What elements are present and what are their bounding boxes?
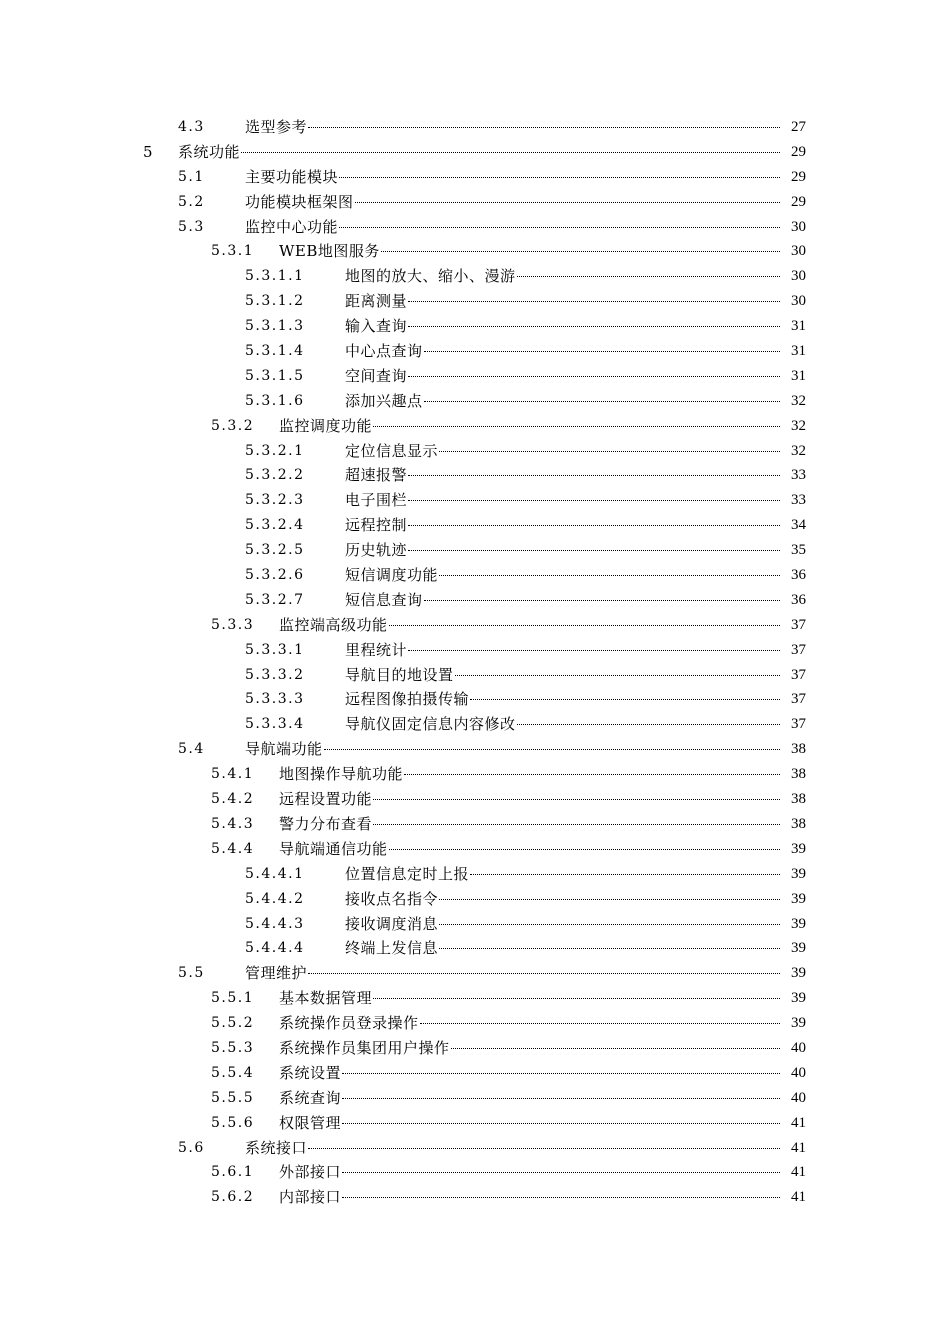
toc-entry-page-number: 41 xyxy=(791,1164,806,1181)
toc-entry-number: 5.4.4.3 xyxy=(245,915,305,932)
toc-entry-number: 5.3.1.5 xyxy=(245,367,305,384)
toc-entry[interactable] xyxy=(0,986,950,1011)
dot-leader xyxy=(451,1048,780,1049)
toc-entry-number: 5.3.2.5 xyxy=(245,542,305,559)
toc-entry-page-number: 41 xyxy=(791,1114,806,1131)
toc-entry-title: 主要功能模块 xyxy=(245,167,339,186)
toc-entry[interactable] xyxy=(0,439,950,464)
toc-entry-title: 导航端通信功能 xyxy=(279,839,388,858)
toc-entry[interactable] xyxy=(0,663,950,688)
toc-entry[interactable] xyxy=(0,588,950,613)
dot-leader xyxy=(470,699,780,700)
dot-leader xyxy=(408,550,780,551)
toc-entry-title-line xyxy=(279,1011,782,1036)
dot-leader xyxy=(389,849,780,850)
toc-entry-page-number: 38 xyxy=(791,766,806,783)
toc-entry-number: 5.3.1.3 xyxy=(245,318,305,335)
toc-entry[interactable] xyxy=(0,414,950,439)
toc-entry-page-number: 39 xyxy=(791,990,806,1007)
toc-entry-page-number: 38 xyxy=(791,791,806,808)
dot-leader xyxy=(517,276,780,277)
toc-entry[interactable] xyxy=(0,289,950,314)
toc-entry-title-line xyxy=(345,887,782,912)
toc-entry[interactable] xyxy=(0,488,950,513)
toc-entry-title: 短信息查询 xyxy=(345,590,423,609)
toc-entry-title: 定位信息显示 xyxy=(345,441,439,460)
toc-entry[interactable] xyxy=(0,1086,950,1111)
toc-entry-title-line xyxy=(279,1185,782,1210)
toc-entry-title-line xyxy=(279,1160,782,1185)
dot-leader xyxy=(381,251,780,252)
dot-leader xyxy=(424,600,780,601)
dot-leader xyxy=(373,799,780,800)
toc-entry-page-number: 37 xyxy=(791,716,806,733)
dot-leader xyxy=(408,376,780,377)
toc-entry-title-line xyxy=(279,414,782,439)
toc-entry-title-line xyxy=(345,314,782,339)
toc-entry-title: 接收点名指令 xyxy=(345,889,439,908)
toc-entry-title: 终端上发信息 xyxy=(345,939,439,958)
toc-entry-page-number: 41 xyxy=(791,1139,806,1156)
dot-leader xyxy=(408,475,780,476)
toc-entry-page-number: 40 xyxy=(791,1039,806,1056)
dot-leader xyxy=(389,625,780,626)
toc-entry-title: 监控端高级功能 xyxy=(279,615,388,634)
dot-leader xyxy=(439,451,780,452)
toc-entry-number: 5.3.3 xyxy=(211,616,255,633)
dot-leader xyxy=(339,177,780,178)
dot-leader xyxy=(342,1073,780,1074)
toc-entry[interactable] xyxy=(0,538,950,563)
toc-entry-title: 基本数据管理 xyxy=(279,989,373,1008)
toc-entry-page-number: 36 xyxy=(791,567,806,584)
toc-entry-title: 监控调度功能 xyxy=(279,416,373,435)
toc-entry-title: 系统操作员集团用户操作 xyxy=(279,1038,450,1057)
toc-entry-title-line xyxy=(345,638,782,663)
toc-entry-number: 5.6.1 xyxy=(211,1164,255,1181)
dot-leader xyxy=(424,351,780,352)
toc-entry-title-line xyxy=(345,712,782,737)
toc-entry[interactable] xyxy=(0,1061,950,1086)
toc-entry-number: 5.3.2.1 xyxy=(245,442,305,459)
toc-entry-number: 5 xyxy=(143,142,153,161)
toc-entry-number: 5.3.2 xyxy=(211,417,255,434)
toc-entry-title-line xyxy=(345,364,782,389)
toc-entry-title: 远程设置功能 xyxy=(279,790,373,809)
toc-entry-title-line xyxy=(345,439,782,464)
toc-entry-number: 5.3.3.2 xyxy=(245,666,305,683)
toc-entry[interactable] xyxy=(0,862,950,887)
toc-entry-number: 5.3.2.2 xyxy=(245,467,305,484)
toc-entry-page-number: 39 xyxy=(791,940,806,957)
toc-entry-title-line xyxy=(345,912,782,937)
toc-entry-title: 里程统计 xyxy=(345,640,408,659)
toc-entry[interactable] xyxy=(0,563,950,588)
toc-entry[interactable] xyxy=(0,712,950,737)
toc-entry-number: 5.4.4.2 xyxy=(245,890,305,907)
toc-entry-number: 5.4.3 xyxy=(211,815,255,832)
toc-entry[interactable] xyxy=(0,961,950,986)
toc-entry-number: 5.3.2.6 xyxy=(245,567,305,584)
toc-entry[interactable] xyxy=(0,936,950,961)
toc-entry-title-line xyxy=(178,140,782,165)
toc-entry-title: 导航仪固定信息内容修改 xyxy=(345,715,516,734)
toc-entry-title-line xyxy=(345,687,782,712)
toc-entry-title-line xyxy=(279,613,782,638)
toc-entry-title-line xyxy=(279,1086,782,1111)
dot-leader xyxy=(373,998,780,999)
toc-entry-title: 系统设置 xyxy=(279,1063,342,1082)
toc-entry-title: 输入查询 xyxy=(345,317,408,336)
toc-entry-title-line xyxy=(345,862,782,887)
toc-entry-number: 5.3.1.4 xyxy=(245,343,305,360)
toc-entry-title: 地图的放大、缩小、漫游 xyxy=(345,267,516,286)
toc-entry-page-number: 30 xyxy=(791,268,806,285)
toc-entry[interactable] xyxy=(0,737,950,762)
toc-entry-title-line xyxy=(245,1136,782,1161)
toc-entry-title-line xyxy=(345,588,782,613)
toc-entry[interactable] xyxy=(0,165,950,190)
toc-entry-page-number: 33 xyxy=(791,467,806,484)
toc-entry-number: 4.3 xyxy=(178,119,205,135)
dot-leader xyxy=(420,1023,780,1024)
toc-entry[interactable] xyxy=(0,912,950,937)
toc-entry-title-line xyxy=(345,289,782,314)
toc-entry-page-number: 40 xyxy=(791,1089,806,1106)
toc-entry-title: 内部接口 xyxy=(279,1188,342,1207)
toc-entry-title-line xyxy=(345,513,782,538)
dot-leader xyxy=(308,973,780,974)
toc-entry-page-number: 35 xyxy=(791,542,806,559)
toc-entry-title: 警力分布查看 xyxy=(279,814,373,833)
toc-entry-number: 5.6.2 xyxy=(211,1189,255,1206)
toc-entry-page-number: 29 xyxy=(791,143,806,160)
toc-entry-page-number: 33 xyxy=(791,492,806,509)
toc-entry-page-number: 38 xyxy=(791,815,806,832)
toc-entry-title-line xyxy=(245,737,782,762)
toc-entry-page-number: 30 xyxy=(791,243,806,260)
toc-entry-number: 5.4.2 xyxy=(211,791,255,808)
toc-entry-title-line xyxy=(345,339,782,364)
dot-leader xyxy=(342,1098,780,1099)
toc-entry-title-line xyxy=(245,115,782,140)
toc-entry[interactable] xyxy=(0,613,950,638)
toc-entry-title: 系统功能 xyxy=(178,142,241,161)
toc-entry-number: 5.3.1 xyxy=(211,243,255,260)
toc-entry-page-number: 32 xyxy=(791,417,806,434)
toc-entry-number: 5.3.1.6 xyxy=(245,392,305,409)
toc-entry[interactable] xyxy=(0,638,950,663)
toc-entry[interactable] xyxy=(0,239,950,264)
toc-entry[interactable] xyxy=(0,1136,950,1161)
toc-entry-title-line xyxy=(245,190,782,215)
toc-entry-number: 5.3 xyxy=(178,218,205,235)
toc-entry[interactable] xyxy=(0,762,950,787)
toc-entry-page-number: 38 xyxy=(791,741,806,758)
toc-entry-page-number: 36 xyxy=(791,591,806,608)
toc-entry-number: 5.4.4 xyxy=(211,840,255,857)
dot-leader xyxy=(342,1172,780,1173)
toc-entry-page-number: 31 xyxy=(791,318,806,335)
dot-leader xyxy=(408,500,780,501)
dot-leader xyxy=(339,227,780,228)
toc-entry-title-line xyxy=(345,663,782,688)
toc-entry-page-number: 31 xyxy=(791,343,806,360)
dot-leader xyxy=(241,152,780,153)
toc-entry-page-number: 29 xyxy=(791,168,806,185)
toc-entry[interactable] xyxy=(0,339,950,364)
dot-leader xyxy=(470,874,780,875)
dot-leader xyxy=(424,401,780,402)
toc-entry-title: 空间查询 xyxy=(345,366,408,385)
toc-entry-title: 导航端功能 xyxy=(245,740,323,759)
toc-entry-title-line xyxy=(345,538,782,563)
toc-entry-title: 远程图像拍摄传输 xyxy=(345,690,470,709)
dot-leader xyxy=(439,924,780,925)
toc-entry-title-line xyxy=(245,215,782,240)
toc-entry[interactable] xyxy=(0,812,950,837)
toc-entry-title: 导航目的地设置 xyxy=(345,665,454,684)
toc-entry[interactable] xyxy=(0,314,950,339)
toc-entry-number: 5.5.3 xyxy=(211,1039,255,1056)
toc-entry-page-number: 40 xyxy=(791,1064,806,1081)
dot-leader xyxy=(408,326,780,327)
toc-entry-title: 管理维护 xyxy=(245,964,308,983)
dot-leader xyxy=(439,948,780,949)
toc-entry-page-number: 30 xyxy=(791,293,806,310)
toc-entry-number: 5.5.4 xyxy=(211,1064,255,1081)
toc-entry-title: 功能模块框架图 xyxy=(245,192,354,211)
toc-entry-page-number: 39 xyxy=(791,865,806,882)
toc-entry[interactable] xyxy=(0,513,950,538)
dot-leader xyxy=(308,1148,780,1149)
toc-entry-number: 5.3.3.3 xyxy=(245,691,305,708)
toc-entry-number: 5.4.4.1 xyxy=(245,865,305,882)
toc-entry-title: 中心点查询 xyxy=(345,342,423,361)
toc-entry-number: 5.5.6 xyxy=(211,1114,255,1131)
toc-entry-page-number: 39 xyxy=(791,840,806,857)
toc-entry-title-line xyxy=(245,165,782,190)
toc-entry-page-number: 32 xyxy=(791,392,806,409)
toc-entry-title: 系统操作员登录操作 xyxy=(279,1014,419,1033)
toc-entry-title-line xyxy=(345,563,782,588)
toc-entry-page-number: 37 xyxy=(791,641,806,658)
toc-entry-title: 电子围栏 xyxy=(345,491,408,510)
toc-entry-title-line xyxy=(279,812,782,837)
toc-entry-title-line xyxy=(279,837,782,862)
toc-entry-title-line xyxy=(279,787,782,812)
toc-entry[interactable] xyxy=(0,887,950,912)
toc-entry-number: 5.3.1.2 xyxy=(245,293,305,310)
toc-entry-title: 超速报警 xyxy=(345,466,408,485)
toc-entry-number: 5.2 xyxy=(178,193,205,210)
dot-leader xyxy=(408,301,780,302)
toc-entry-number: 5.3.2.3 xyxy=(245,492,305,509)
toc-entry-title-line xyxy=(279,986,782,1011)
toc-entry-page-number: 37 xyxy=(791,616,806,633)
toc-entry-title: 历史轨迹 xyxy=(345,541,408,560)
toc-entry-page-number: 39 xyxy=(791,1015,806,1032)
toc-entry-page-number: 37 xyxy=(791,666,806,683)
toc-entry-page-number: 29 xyxy=(791,193,806,210)
toc-entry-page-number: 30 xyxy=(791,218,806,235)
toc-entry-number: 5.4.1 xyxy=(211,766,255,783)
toc-entry-title: 位置信息定时上报 xyxy=(345,864,470,883)
dot-leader xyxy=(439,575,780,576)
toc-entry-page-number: 27 xyxy=(791,119,806,135)
toc-entry-page-number: 39 xyxy=(791,890,806,907)
toc-entry-title-line xyxy=(245,961,782,986)
toc-entry-title: 系统接口 xyxy=(245,1138,308,1157)
toc-entry-title: 添加兴趣点 xyxy=(345,391,423,410)
dot-leader xyxy=(342,1123,780,1124)
toc-entry-title: 短信调度功能 xyxy=(345,566,439,585)
toc-entry[interactable] xyxy=(0,1160,950,1185)
dot-leader xyxy=(373,426,780,427)
toc-entry-page-number: 41 xyxy=(791,1189,806,1206)
toc-entry-number: 5.5 xyxy=(178,965,205,982)
toc-entry-number: 5.4 xyxy=(178,741,205,758)
toc-entry-title-line xyxy=(345,936,782,961)
toc-entry[interactable] xyxy=(0,1185,950,1210)
dot-leader xyxy=(308,127,780,128)
toc-entry[interactable] xyxy=(0,190,950,215)
toc-entry-title-line xyxy=(279,239,782,264)
toc-entry[interactable] xyxy=(0,463,950,488)
toc-entry-number: 5.5.2 xyxy=(211,1015,255,1032)
dot-leader xyxy=(373,824,780,825)
toc-entry-title-line xyxy=(345,389,782,414)
toc-entry-number: 5.5.5 xyxy=(211,1089,255,1106)
dot-leader xyxy=(324,749,780,750)
toc-entry-title-line xyxy=(345,264,782,289)
toc-entry[interactable] xyxy=(0,389,950,414)
toc-entry-page-number: 32 xyxy=(791,442,806,459)
toc-entry-title-line xyxy=(345,463,782,488)
dot-leader xyxy=(342,1197,780,1198)
dot-leader xyxy=(404,774,780,775)
toc-entry-page-number: 37 xyxy=(791,691,806,708)
toc-entry[interactable] xyxy=(0,687,950,712)
toc-entry-page-number: 31 xyxy=(791,367,806,384)
toc-entry-title: 权限管理 xyxy=(279,1113,342,1132)
toc-entry[interactable] xyxy=(0,1111,950,1136)
dot-leader xyxy=(408,650,780,651)
toc-entry[interactable] xyxy=(0,115,950,140)
dot-leader xyxy=(439,899,780,900)
toc-entry-title: 接收调度消息 xyxy=(345,914,439,933)
toc-entry[interactable] xyxy=(0,1036,950,1061)
toc-entry-number: 5.6 xyxy=(178,1139,205,1156)
toc-entry[interactable] xyxy=(0,264,950,289)
toc-entry[interactable] xyxy=(0,140,950,165)
toc-entry-number: 5.4.4.4 xyxy=(245,940,305,957)
toc-entry-title-line xyxy=(345,488,782,513)
toc-entry-title-line xyxy=(279,1111,782,1136)
toc-entry-number: 5.3.2.7 xyxy=(245,591,305,608)
toc-entry-number: 5.5.1 xyxy=(211,990,255,1007)
toc-entry-title-line xyxy=(279,1036,782,1061)
dot-leader xyxy=(455,675,780,676)
toc-entry-title: 远程控制 xyxy=(345,516,408,535)
toc-entry-number: 5.1 xyxy=(178,168,205,185)
dot-leader xyxy=(408,525,780,526)
dot-leader xyxy=(517,724,780,725)
toc-entry[interactable] xyxy=(0,837,950,862)
toc-entry-title: 外部接口 xyxy=(279,1163,342,1182)
toc-entry[interactable] xyxy=(0,787,950,812)
toc-entry[interactable] xyxy=(0,364,950,389)
toc-entry-number: 5.3.2.4 xyxy=(245,517,305,534)
toc-entry-page-number: 39 xyxy=(791,915,806,932)
table-of-contents xyxy=(0,115,950,1210)
toc-entry-title-line xyxy=(279,1061,782,1086)
toc-entry[interactable] xyxy=(0,215,950,240)
toc-entry-page-number: 39 xyxy=(791,965,806,982)
toc-entry-title: 系统查询 xyxy=(279,1088,342,1107)
toc-entry-title: 监控中心功能 xyxy=(245,217,339,236)
toc-entry-title: 选型参考 xyxy=(245,118,308,136)
toc-entry-page-number: 34 xyxy=(791,517,806,534)
toc-entry-title: 距离测量 xyxy=(345,292,408,311)
dot-leader xyxy=(355,202,780,203)
toc-entry-number: 5.3.1.1 xyxy=(245,268,305,285)
toc-entry-title-line xyxy=(279,762,782,787)
toc-entry-number: 5.3.3.1 xyxy=(245,641,305,658)
toc-entry-number: 5.3.3.4 xyxy=(245,716,305,733)
toc-entry-title: 地图操作导航功能 xyxy=(279,765,404,784)
toc-entry-title: WEB地图服务 xyxy=(279,242,380,261)
toc-entry[interactable] xyxy=(0,1011,950,1036)
